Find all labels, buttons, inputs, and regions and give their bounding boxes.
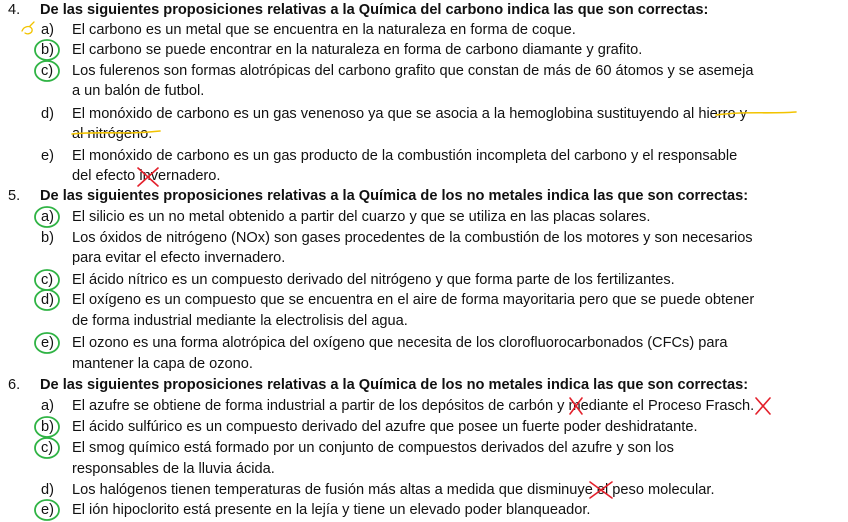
option-text-continuation: a un balón de futbol. xyxy=(72,83,205,99)
option-letter: e) xyxy=(41,148,54,164)
option-letter: d) xyxy=(41,106,54,122)
option-letter: a) xyxy=(41,209,54,225)
option-text-continuation: para evitar el efecto invernadero. xyxy=(72,250,286,266)
question-number: 4. xyxy=(8,2,21,18)
option-letter: b) xyxy=(41,230,54,246)
option-text: El silicio es un no metal obtenido a partir del cuarzo y que se utiliza en las placas solares. xyxy=(72,209,651,225)
option-text: El monóxido de carbono es un gas producto de la combustión incompleta del carbono y el responsable xyxy=(72,148,738,164)
option-text: Los halógenos tienen temperaturas de fusión más altas a medida que disminuye el peso molecular. xyxy=(72,482,715,498)
option-letter: c) xyxy=(41,272,54,288)
option-letter: d) xyxy=(41,292,54,308)
option-text-continuation: al nitrógeno. xyxy=(72,126,153,142)
question-text: De las siguientes proposiciones relativas a la Química de los no metales indica las que son correctas: xyxy=(40,377,749,393)
option-text: El carbono se puede encontrar en la naturaleza en forma de carbono diamante y grafito. xyxy=(72,42,643,58)
option-text-continuation: del efecto invernadero. xyxy=(72,168,221,184)
option-letter: e) xyxy=(41,335,54,351)
option-text: El monóxido de carbono es un gas venenoso ya que se asocia a la hemoglobina sustituyendo al hierro y xyxy=(72,106,747,122)
option-text: Los óxidos de nitrógeno (NOx) son gases procedentes de la combustión de los motores y son necesarios xyxy=(72,230,753,246)
option-letter: e) xyxy=(41,502,54,518)
option-letter: b) xyxy=(41,42,54,58)
sparkle-mark xyxy=(22,22,34,34)
cross-mark-6a-frasch xyxy=(756,398,770,414)
option-letter: b) xyxy=(41,419,54,435)
question-text: De las siguientes proposiciones relativas a la Química del carbono indica las que son correctas: xyxy=(40,2,709,18)
option-text: El ácido nítrico es un compuesto derivado del nitrógeno y que forma parte de los fertilizantes. xyxy=(72,272,675,288)
option-text: El smog químico está formado por un conjunto de compuestos derivados del azufre y son los xyxy=(72,440,674,456)
option-letter: a) xyxy=(41,398,54,414)
option-text: El carbono es un metal que se encuentra en la naturaleza en forma de coque. xyxy=(72,22,576,38)
question-text: De las siguientes proposiciones relativas a la Química de los no metales indica las que son correctas: xyxy=(40,188,749,204)
option-text: El ozono es una forma alotrópica del oxígeno que necesita de los clorofluorocarbonados (CFCs) para xyxy=(72,335,728,351)
option-text: El oxígeno es un compuesto que se encuentra en el aire de forma mayoritaria pero que se puede obtener xyxy=(72,292,755,308)
option-letter: c) xyxy=(41,63,54,79)
option-letter: a) xyxy=(41,22,54,38)
option-text: El ácido sulfúrico es un compuesto derivado del azufre que posee un fuerte poder deshidratante. xyxy=(72,419,698,435)
option-text-continuation: mantener la capa de ozono. xyxy=(72,356,253,372)
option-text-continuation: responsables de la lluvia ácida. xyxy=(72,461,275,477)
option-text: El ión hipoclorito está presente en la lejía y tiene un elevado poder blanqueador. xyxy=(72,502,591,518)
option-letter: c) xyxy=(41,440,54,456)
option-text: Los fulerenos son formas alotrópicas del carbono grafito que constan de más de 60 átomos y se asemeja xyxy=(72,63,754,79)
question-number: 6. xyxy=(8,377,21,393)
option-text: El azufre se obtiene de forma industrial a partir de los depósitos de carbón y mediante el Proceso Frasch. xyxy=(72,398,755,414)
option-text-continuation: de forma industrial mediante la electrolisis del agua. xyxy=(72,313,408,329)
question-number: 5. xyxy=(8,188,21,204)
option-letter: d) xyxy=(41,482,54,498)
